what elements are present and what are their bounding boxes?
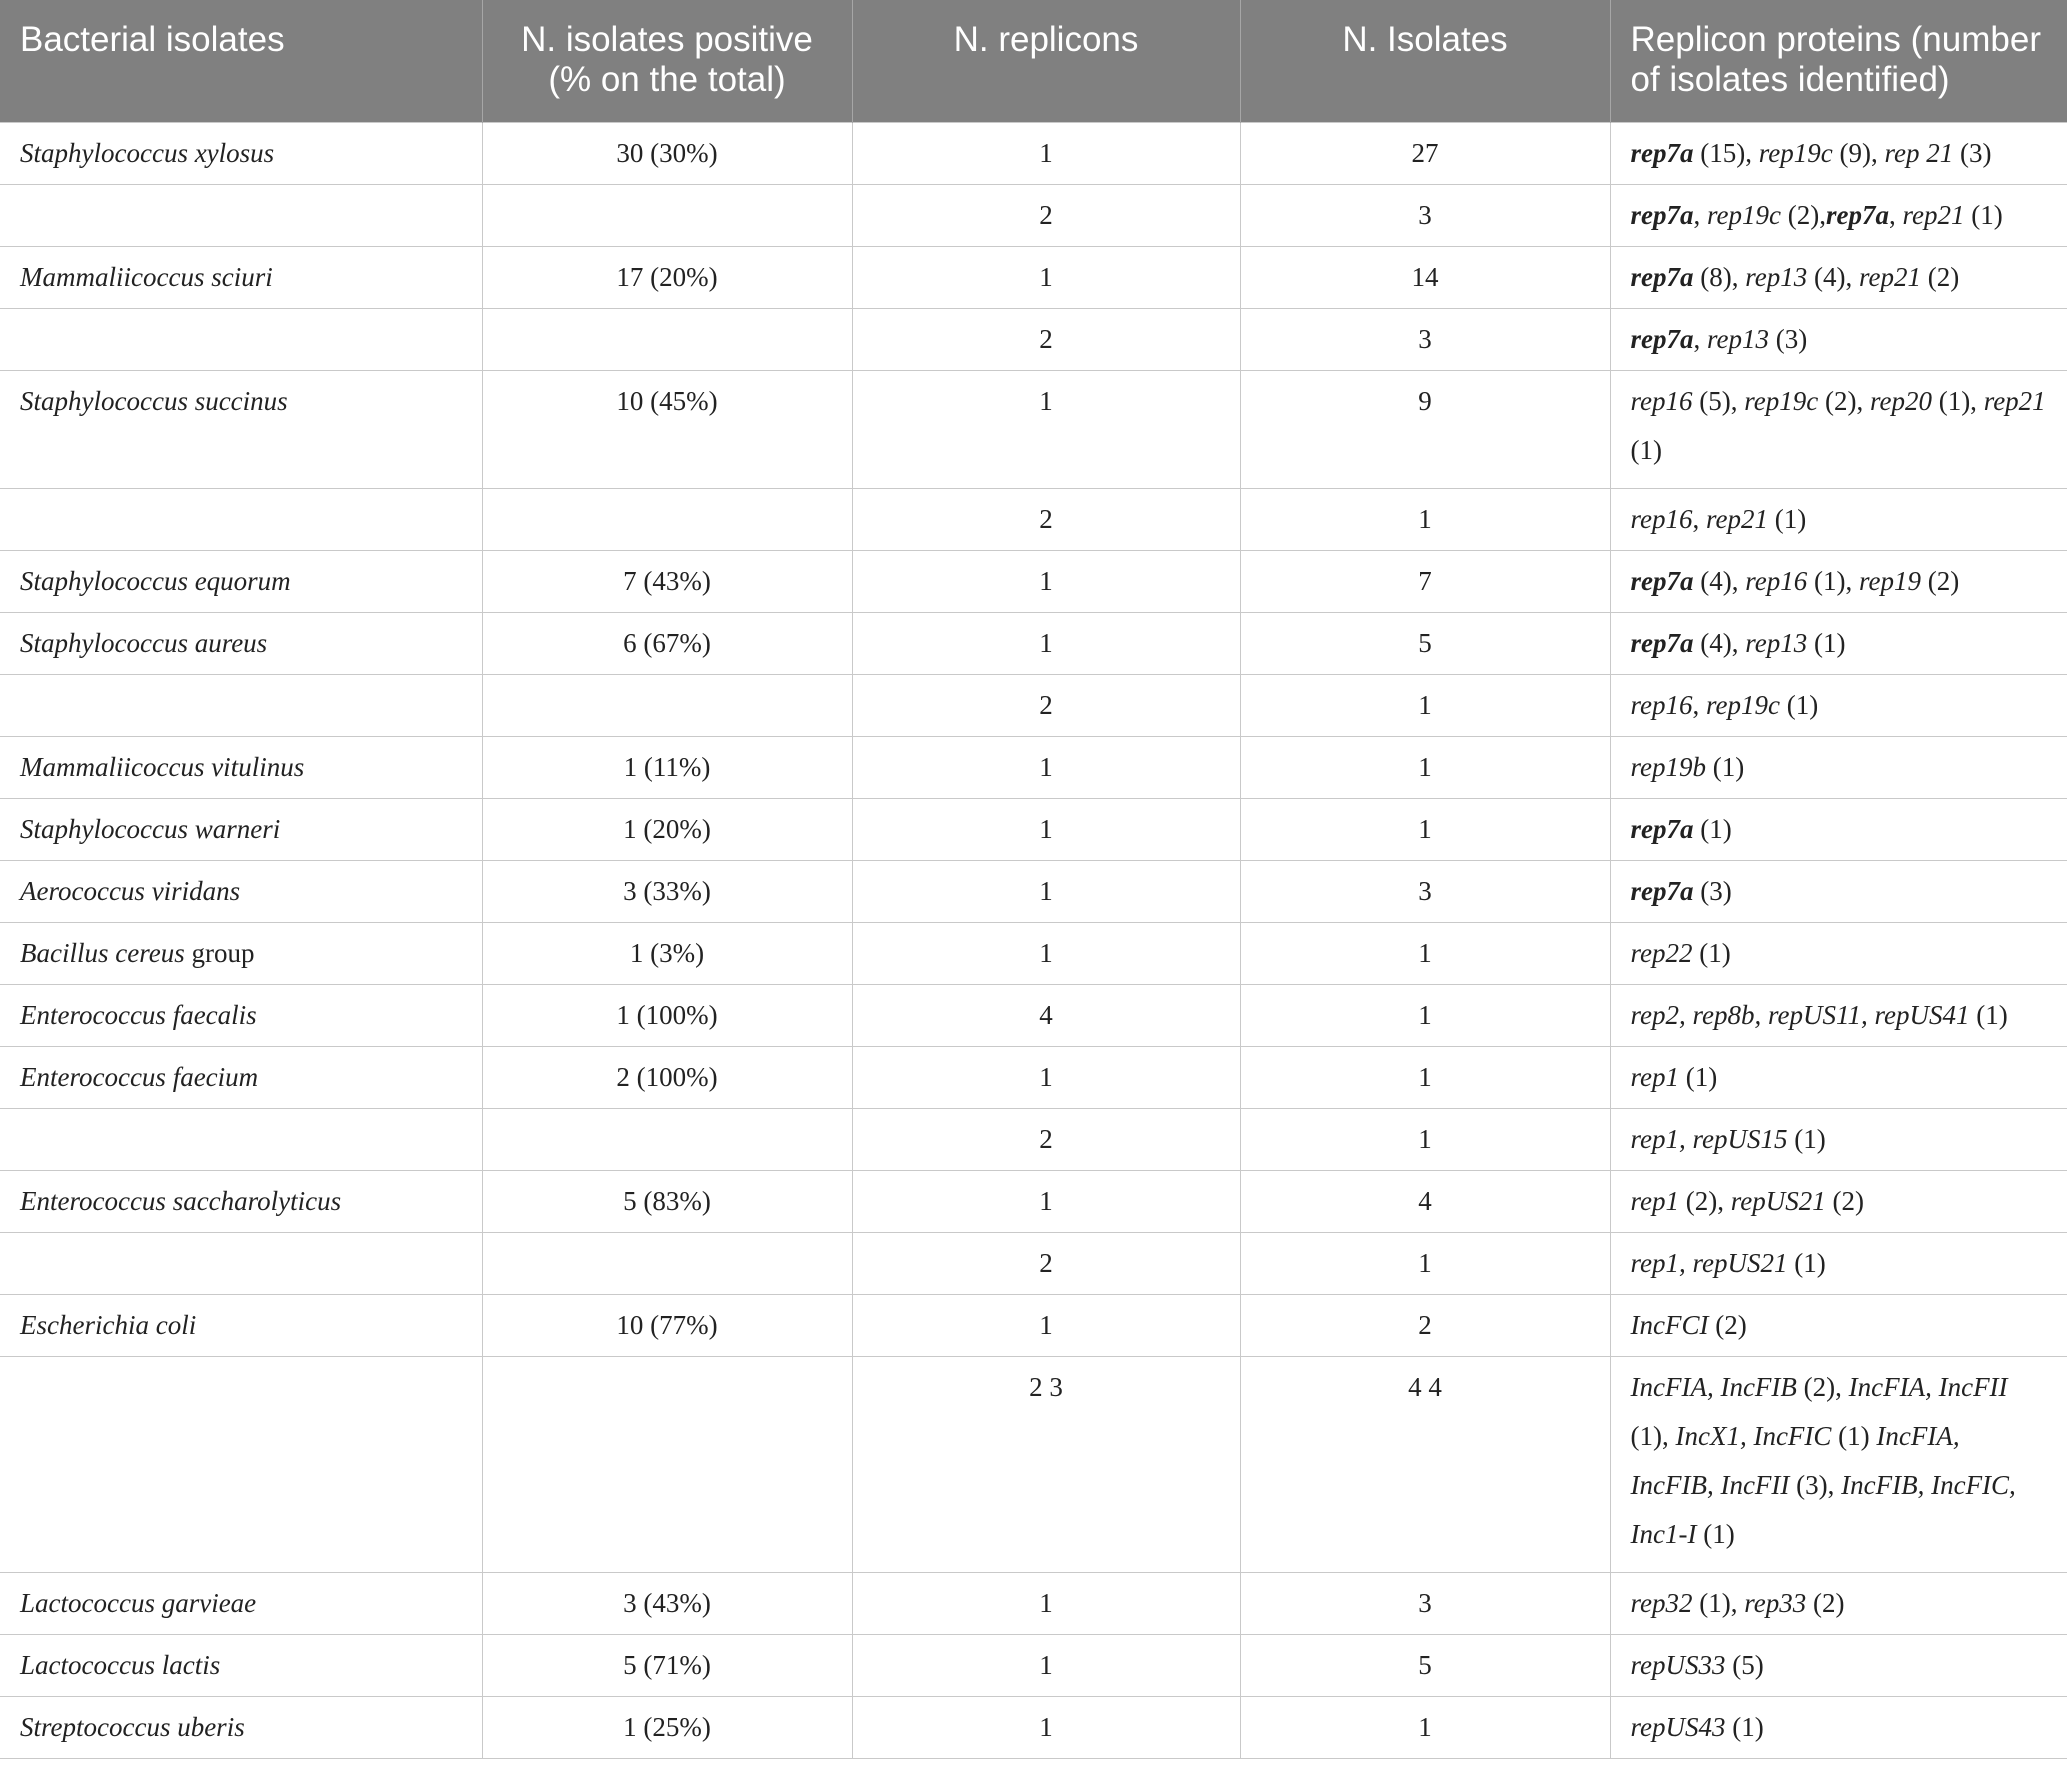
isolate-count: (2),: [1679, 1185, 1731, 1216]
isolate-count: (3): [1953, 137, 1992, 168]
isolate-count: (1): [1693, 813, 1732, 844]
cell-n-isolates: 3: [1240, 308, 1610, 370]
cell-isolates-positive: [482, 1108, 852, 1170]
replicon-name: rep13: [1707, 323, 1769, 354]
cell-replicon-proteins: [1610, 246, 2067, 308]
cell-replicon-proteins: [1610, 1046, 2067, 1108]
cell-n-isolates: 5: [1240, 1634, 1610, 1696]
species-name: Staphylococcus succinus: [20, 385, 288, 416]
isolate-count: ,: [1692, 689, 1706, 720]
cell-replicon-proteins: [1610, 1634, 2067, 1696]
cell-replicon-proteins: [1610, 1170, 2067, 1232]
replicon-name: rep21: [1858, 261, 1921, 292]
isolate-count: (1): [1679, 1061, 1718, 1092]
species-name: Lactococcus lactis: [20, 1649, 221, 1680]
cell-n-isolates: 1: [1240, 922, 1610, 984]
table-row: [0, 1046, 2067, 1108]
cell-isolates-positive: [482, 674, 852, 736]
isolate-count: (1): [1964, 199, 2003, 230]
replicon-name: rep22: [1630, 937, 1693, 968]
cell-n-isolates: 1: [1240, 1696, 1610, 1758]
cell-n-replicons: 1: [852, 1170, 1240, 1232]
species-name: Mammaliicoccus sciuri: [20, 261, 273, 292]
isolate-count: (3): [1769, 323, 1808, 354]
replicon-name: rep20: [1869, 385, 1932, 416]
isolate-count: (15),: [1693, 137, 1759, 168]
cell-isolates-positive: 7 (43%): [482, 550, 852, 612]
isolate-count: (4),: [1807, 261, 1859, 292]
species-name: Enterococcus faecalis: [20, 999, 257, 1030]
cell-replicon-proteins: [1610, 736, 2067, 798]
replicon-name: rep7a: [1630, 627, 1694, 658]
cell-isolates-positive: 5 (83%): [482, 1170, 852, 1232]
cell-isolates-positive: 1 (11%): [482, 736, 852, 798]
isolate-count: (8),: [1693, 261, 1746, 292]
cell-species: [0, 612, 482, 674]
table-row: [0, 860, 2067, 922]
cell-n-isolates: 2: [1240, 1294, 1610, 1356]
cell-species: [0, 122, 482, 184]
cell-isolates-positive: [482, 1356, 852, 1572]
replicon-name: rep7a: [1630, 261, 1694, 292]
isolate-count: (1): [1807, 627, 1846, 658]
table-row: [0, 1634, 2067, 1696]
replicon-name: rep16: [1630, 689, 1693, 720]
isolate-count: (5),: [1692, 385, 1745, 416]
isolate-count: (1): [1787, 1123, 1826, 1154]
cell-replicon-proteins: [1610, 1108, 2067, 1170]
cell-replicon-proteins: [1610, 1696, 2067, 1758]
table-row: [0, 184, 2067, 246]
cell-n-replicons: 2: [852, 184, 1240, 246]
cell-replicon-proteins: [1610, 984, 2067, 1046]
replicon-name: IncFIB, IncFIC, Inc1-I: [1630, 1469, 2016, 1549]
cell-n-replicons: 1: [852, 246, 1240, 308]
cell-n-replicons: 1: [852, 922, 1240, 984]
cell-species: [0, 798, 482, 860]
replicon-name: IncX1, IncFIC: [1675, 1420, 1832, 1451]
table-row: [0, 736, 2067, 798]
species-name: Streptococcus uberis: [20, 1711, 245, 1742]
cell-isolates-positive: 10 (77%): [482, 1294, 852, 1356]
cell-n-replicons: 4: [852, 984, 1240, 1046]
cell-n-replicons: 1: [852, 1046, 1240, 1108]
cell-species: [0, 308, 482, 370]
cell-isolates-positive: 5 (71%): [482, 1634, 852, 1696]
table-row: [0, 1170, 2067, 1232]
species-name: Staphylococcus equorum: [20, 565, 291, 596]
cell-replicon-proteins: [1610, 674, 2067, 736]
cell-replicon-proteins: [1610, 370, 2067, 488]
header-bacterial-isolates: Bacterial isolates: [0, 0, 482, 122]
isolate-count: (2),: [1818, 385, 1870, 416]
replicon-name: rep13: [1745, 261, 1808, 292]
cell-replicon-proteins: [1610, 1294, 2067, 1356]
cell-species: [0, 1170, 482, 1232]
cell-n-replicons: 1: [852, 1696, 1240, 1758]
species-name: Enterococcus faecium: [20, 1061, 259, 1092]
isolate-count: ,: [1692, 503, 1706, 534]
cell-species: [0, 1696, 482, 1758]
cell-n-isolates: 14: [1240, 246, 1610, 308]
isolate-count: ,: [1888, 199, 1903, 230]
cell-n-replicons: 2: [852, 488, 1240, 550]
cell-species: [0, 550, 482, 612]
cell-species: [0, 370, 482, 488]
cell-species: [0, 1046, 482, 1108]
isolate-count: (1): [1725, 1711, 1764, 1742]
replicon-name: rep7a: [1630, 137, 1694, 168]
species-name: Lactococcus garvieae: [20, 1587, 257, 1618]
isolate-count: (2): [1920, 261, 1960, 292]
header-row: [0, 0, 2067, 122]
cell-n-isolates: 1: [1240, 1108, 1610, 1170]
cell-replicon-proteins: [1610, 488, 2067, 550]
cell-replicon-proteins: [1610, 550, 2067, 612]
table-row: [0, 488, 2067, 550]
cell-species: [0, 1634, 482, 1696]
replicon-name: rep19c: [1758, 137, 1833, 168]
cell-species: [0, 1294, 482, 1356]
replicon-name: repUS21: [1730, 1185, 1826, 1216]
replicon-name: rep19c: [1706, 689, 1780, 720]
replicon-name: IncFIA, IncFII: [1848, 1371, 2008, 1402]
cell-replicon-proteins: [1610, 1356, 2067, 1572]
cell-n-isolates: 5: [1240, 612, 1610, 674]
species-name: Staphylococcus warneri: [20, 813, 281, 844]
replicon-name: rep7a: [1630, 813, 1694, 844]
table-row: [0, 1232, 2067, 1294]
replicon-name: rep13: [1745, 627, 1808, 658]
cell-n-isolates: 27: [1240, 122, 1610, 184]
cell-n-isolates: 9: [1240, 370, 1610, 488]
cell-isolates-positive: 1 (100%): [482, 984, 852, 1046]
replicon-name: repUS33: [1630, 1649, 1726, 1680]
replicon-name: rep7a: [1630, 565, 1694, 596]
table-row: [0, 308, 2067, 370]
header-isolates-positive: N. isolates positive (% on the total): [482, 0, 852, 122]
cell-species: [0, 674, 482, 736]
replicon-name: rep16: [1630, 503, 1693, 534]
isolate-count: (2),: [1796, 1371, 1849, 1402]
replicon-name: rep19b: [1630, 751, 1706, 782]
isolate-count: (1): [1630, 434, 1662, 465]
replicon-name: rep1: [1630, 1061, 1679, 1092]
header-replicon-proteins: Replicon proteins (number of isolates identified): [1610, 0, 2067, 122]
table-row: [0, 612, 2067, 674]
species-name: Enterococcus saccharolyticus: [20, 1185, 342, 1216]
cell-n-isolates: 1: [1240, 798, 1610, 860]
replicon-name: rep2, rep8b, repUS11, repUS41: [1630, 999, 1970, 1030]
cell-n-replicons: 1: [852, 1634, 1240, 1696]
table-row: [0, 1696, 2067, 1758]
cell-isolates-positive: 17 (20%): [482, 246, 852, 308]
replicon-name: repUS43: [1630, 1711, 1726, 1742]
cell-n-isolates: 4 4: [1240, 1356, 1610, 1572]
isolate-count: (1): [1787, 1247, 1826, 1278]
species-name: Escherichia coli: [20, 1309, 197, 1340]
table-row: [0, 922, 2067, 984]
cell-replicon-proteins: [1610, 860, 2067, 922]
cell-n-replicons: 1: [852, 612, 1240, 674]
cell-n-replicons: 1: [852, 736, 1240, 798]
cell-isolates-positive: 30 (30%): [482, 122, 852, 184]
table-row: [0, 1356, 2067, 1572]
isolate-count: (1),: [1931, 385, 1984, 416]
cell-n-isolates: 1: [1240, 1232, 1610, 1294]
cell-n-replicons: 1: [852, 370, 1240, 488]
replicon-name: rep19c: [1707, 199, 1781, 230]
replicon-name: rep 21: [1884, 137, 1954, 168]
replicon-name: rep32: [1630, 1587, 1693, 1618]
cell-isolates-positive: 3 (33%): [482, 860, 852, 922]
cell-replicon-proteins: [1610, 922, 2067, 984]
replicon-name: rep16: [1745, 565, 1808, 596]
cell-replicon-proteins: [1610, 612, 2067, 674]
table-row: [0, 1108, 2067, 1170]
replicon-name: rep7a: [1825, 199, 1889, 230]
cell-isolates-positive: [482, 1232, 852, 1294]
replicon-name: rep33: [1744, 1587, 1807, 1618]
cell-species: [0, 1356, 482, 1572]
header-n-isolates: N. Isolates: [1240, 0, 1610, 122]
cell-n-replicons: 2: [852, 674, 1240, 736]
replicon-name: rep19c: [1744, 385, 1819, 416]
isolate-count: (1): [1696, 1518, 1735, 1549]
isolate-count: (9),: [1832, 137, 1885, 168]
cell-species: [0, 1232, 482, 1294]
isolate-count: (1): [1779, 689, 1819, 720]
replicon-name: rep7a: [1630, 199, 1694, 230]
isolate-count: (5): [1725, 1649, 1764, 1680]
cell-n-isolates: 1: [1240, 488, 1610, 550]
replicon-name: rep7a: [1630, 875, 1694, 906]
cell-species: [0, 736, 482, 798]
isolate-count: (2): [1825, 1185, 1864, 1216]
isolate-count: (1),: [1692, 1587, 1745, 1618]
table-row: [0, 1294, 2067, 1356]
replicon-name: rep1: [1630, 1185, 1679, 1216]
cell-species: [0, 1572, 482, 1634]
table-row: [0, 1572, 2067, 1634]
cell-isolates-positive: [482, 488, 852, 550]
table-row: [0, 984, 2067, 1046]
cell-n-isolates: 1: [1240, 1046, 1610, 1108]
replicon-name: rep1, repUS21: [1630, 1247, 1788, 1278]
table-row: [0, 370, 2067, 488]
cell-replicon-proteins: [1610, 1232, 2067, 1294]
replicon-name: IncFIA, IncFIB, IncFII: [1630, 1420, 1960, 1500]
species-name: Mammaliicoccus vitulinus: [20, 751, 305, 782]
cell-n-replicons: 2: [852, 1108, 1240, 1170]
cell-replicon-proteins: [1610, 1572, 2067, 1634]
isolate-count: (1): [1831, 1420, 1877, 1451]
cell-replicon-proteins: [1610, 122, 2067, 184]
replicon-name: rep7a: [1630, 323, 1694, 354]
cell-isolates-positive: 1 (3%): [482, 922, 852, 984]
table-row: [0, 798, 2067, 860]
cell-species: [0, 860, 482, 922]
isolate-count: ,: [1693, 323, 1707, 354]
species-name: Staphylococcus xylosus: [20, 137, 275, 168]
cell-species: [0, 984, 482, 1046]
cell-isolates-positive: 1 (20%): [482, 798, 852, 860]
cell-n-replicons: 2: [852, 308, 1240, 370]
cell-n-replicons: 1: [852, 1572, 1240, 1634]
cell-species: [0, 184, 482, 246]
cell-n-isolates: 1: [1240, 736, 1610, 798]
table-body: [0, 122, 2067, 1758]
replicon-name: rep1, repUS15: [1630, 1123, 1788, 1154]
cell-isolates-positive: 3 (43%): [482, 1572, 852, 1634]
replicon-name: rep16: [1630, 385, 1693, 416]
cell-isolates-positive: [482, 308, 852, 370]
isolate-count: (3),: [1789, 1469, 1842, 1500]
isolate-count: (1): [1969, 999, 2008, 1030]
cell-n-isolates: 3: [1240, 860, 1610, 922]
isolate-count: (1),: [1807, 565, 1859, 596]
replicon-name: IncFCI: [1630, 1309, 1709, 1340]
table-row: [0, 246, 2067, 308]
cell-species: [0, 922, 482, 984]
table-row: [0, 550, 2067, 612]
cell-isolates-positive: 10 (45%): [482, 370, 852, 488]
isolate-count: (1): [1692, 937, 1731, 968]
cell-n-isolates: 1: [1240, 984, 1610, 1046]
header-n-replicons: N. replicons: [852, 0, 1240, 122]
table-row: [0, 122, 2067, 184]
cell-n-replicons: 1: [852, 122, 1240, 184]
isolate-count: (4),: [1693, 627, 1746, 658]
cell-species: [0, 1108, 482, 1170]
species-name: Bacillus cereus: [20, 937, 185, 968]
isolate-count: (2),: [1780, 199, 1826, 230]
replicon-name: IncFIA, IncFIB: [1630, 1371, 1797, 1402]
isolate-count: (3): [1693, 875, 1732, 906]
cell-isolates-positive: 1 (25%): [482, 1696, 852, 1758]
cell-replicon-proteins: [1610, 798, 2067, 860]
cell-n-replicons: 1: [852, 860, 1240, 922]
cell-n-isolates: 3: [1240, 184, 1610, 246]
cell-n-replicons: 1: [852, 1294, 1240, 1356]
isolate-count: (4),: [1693, 565, 1746, 596]
isolate-count: (1),: [1630, 1420, 1676, 1451]
isolate-count: ,: [1693, 199, 1707, 230]
table-row: [0, 674, 2067, 736]
cell-replicon-proteins: [1610, 308, 2067, 370]
cell-n-isolates: 1: [1240, 674, 1610, 736]
cell-replicon-proteins: [1610, 184, 2067, 246]
cell-n-replicons: 2: [852, 1232, 1240, 1294]
replicon-name: rep21: [1706, 503, 1768, 534]
replicon-name: rep19: [1858, 565, 1921, 596]
isolate-count: (2): [1920, 565, 1960, 596]
cell-n-isolates: 7: [1240, 550, 1610, 612]
isolate-count: (2): [1806, 1587, 1845, 1618]
cell-species: [0, 488, 482, 550]
cell-n-isolates: 4: [1240, 1170, 1610, 1232]
species-name: Staphylococcus aureus: [20, 627, 268, 658]
replicon-name: rep21: [1902, 199, 1965, 230]
cell-n-isolates: 3: [1240, 1572, 1610, 1634]
isolate-count: (2): [1708, 1309, 1747, 1340]
cell-n-replicons: 2 3: [852, 1356, 1240, 1572]
cell-isolates-positive: 6 (67%): [482, 612, 852, 674]
isolate-count: (1): [1706, 751, 1745, 782]
species-name: Aerococcus viridans: [20, 875, 241, 906]
species-suffix: group: [184, 937, 255, 968]
replicon-name: rep21: [1983, 385, 2046, 416]
isolate-count: (1): [1768, 503, 1807, 534]
cell-n-replicons: 1: [852, 798, 1240, 860]
cell-species: [0, 246, 482, 308]
cell-isolates-positive: 2 (100%): [482, 1046, 852, 1108]
cell-isolates-positive: [482, 184, 852, 246]
cell-n-replicons: 1: [852, 550, 1240, 612]
